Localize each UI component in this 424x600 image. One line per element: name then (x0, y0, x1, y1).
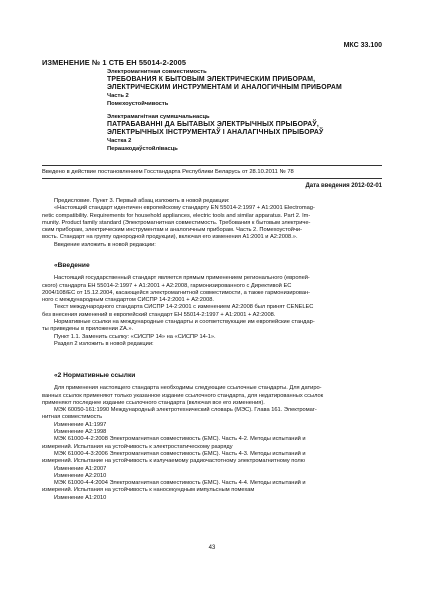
title-by-line-1: Электрамагнітная сумяшчальнасць (107, 114, 210, 120)
paragraph: измерений. Испытания на устойчивость к наносекундным импульсным помехам (42, 487, 255, 494)
paragraph: применяют последнее издание ссылочного стандарта (включая все его изменения). (42, 399, 265, 406)
paragraph: «Настоящий стандарт идентичен европейскому стандарту EN 55014-2:1997 + A1:2001 Electromag- (54, 205, 315, 212)
paragraph: ного с международным стандартом СИСПР 14-2:2001 + A2:2008. (42, 297, 214, 304)
paragraph: МЭК 60050-161:1990 Международный электротехнический словарь (МЭС). Глава 161. Электромаг- (54, 407, 317, 414)
paragraph: Текст международного стандарта СИСПР 14-2:2001 с изменением A2:2008 был принят CENELEC (54, 304, 314, 311)
paragraph: 2004/108/EC от 15.12.2004, касающейся электромагнитной совместимости, а также гармонизирован- (42, 289, 311, 296)
section-heading: «2 Нормативные ссылки (54, 372, 136, 379)
paragraph: Изменение A1:1997 (54, 421, 107, 428)
page-number: 43 (208, 545, 216, 551)
paragraph: netic compatibility. Requirements for household appliances, electric tools and similar apparatus. Part 2. Im- (42, 212, 311, 219)
normative-references-section (42, 372, 382, 502)
change-title: ИЗМЕНЕНИЕ № 1 СТБ ЕН 55014-2-2005 (42, 58, 187, 67)
title-block-ru (107, 68, 342, 108)
paragraph: Для применения настоящего стандарта необходимы следующие ссылочные стандарты. Для датиро- (54, 385, 322, 392)
preface-section (42, 198, 382, 249)
divider-top (42, 165, 382, 166)
paragraph: Предисловие. Пункт 3. Первый абзац изложить в новой редакции: (54, 198, 230, 204)
paragraph: измерений. Испытание на устойчивость к излучаемому радиочастотному электромагнитному полю (42, 458, 305, 465)
section-heading: «Введение (54, 262, 90, 269)
paragraph: ванных ссылок применяют только указанное издание ссылочного стандарта, для недатированных ссылок (42, 392, 324, 399)
paragraph: измерений. Испытания на устойчивость к электростатическому разряду (42, 443, 233, 450)
title-by-line-3: ЭЛЕКТРЫЧНЫХ ІНСТРУМЕНТАЎ І АНАЛАГІЧНЫХ ПРЫБОРАЎ (107, 129, 324, 136)
title-ru-line-4: Часть 2 (107, 93, 129, 99)
paragraph: Изменение A1:2010 (54, 494, 107, 501)
paragraph: МЭК 61000-4-2:2008 Электромагнитная совместимость (ЕМС). Часть 4-2. Методы испытаний и (54, 436, 306, 443)
paragraph: вость. Стандарт на группу однородной продукции), включая его изменения A1:2001 и A2:2008.». (42, 234, 298, 241)
title-by-line-5: Перашкодаўстойлівасць (107, 146, 178, 152)
effective-date: Дата введения 2012-02-01 (305, 183, 382, 189)
introduction-section (42, 262, 382, 348)
paragraph: МЭК 61000-4-3:2006 Электромагнитная совместимость (ЕМС). Часть 4-3. Методы испытаний и (54, 450, 306, 457)
paragraph: Пункт 1.1. Заменить ссылку: «СИСПР 14» на «СИСПР 14-1». (54, 333, 216, 340)
title-by-line-4: Частка 2 (107, 138, 132, 144)
paragraph: ским приборам, электрическим инструментам и аналогичным приборам. Часть 2. Помехоустойчи- (42, 227, 302, 234)
paragraph: МЭК 61000-4-4:2004 Электромагнитная совместимость (ЕМС). Часть 4-4. Методы испытаний и (54, 480, 306, 487)
paragraph: Раздел 2 изложить в новой редакции: (54, 340, 154, 347)
paragraph: ского) стандарта ЕН 55014-2:1997 + A1:2001 + A2:2008, гармонизированного с Директивой ЕС (42, 282, 292, 289)
paragraph: без внесения изменений в европейский стандарт ЕН 55014-2:1997 + A1:2001 + A2:2008. (42, 311, 276, 318)
title-ru-line-1: Электромагнитная совместимость (107, 69, 207, 75)
paragraph: нитная совместимость (42, 414, 103, 421)
title-ru-line-3: ЭЛЕКТРИЧЕСКИМ ИНСТРУМЕНТАМ И АНАЛОГИЧНЫМ ПРИБОРАМ (107, 84, 342, 91)
divider-bottom (42, 178, 382, 179)
paragraph: Изменение A1:2007 (54, 465, 107, 472)
paragraph: munity. Product family standard (Электромагнитная совместимость. Требования к бытовым электриче- (42, 219, 311, 226)
paragraph: Нормативные ссылки на международные стандарты и соответствующие им европейские стандар- (54, 319, 315, 326)
paragraph: Изменение A2:1998 (54, 429, 107, 436)
paragraph: Введение изложить в новой редакции: (54, 241, 156, 248)
title-ru-line-5: Помехоустойчивость (107, 101, 169, 107)
paragraph: ты приведены в приложении ZA.». (42, 326, 134, 333)
paragraph: Изменение A2:2010 (54, 472, 107, 479)
title-ru-line-2: ТРЕБОВАНИЯ К БЫТОВЫМ ЭЛЕКТРИЧЕСКИМ ПРИБОРАМ, (107, 76, 316, 83)
intro-text: Введено в действие постановлением Госстандарта Республики Беларусь от 28.10.2011 № 78 (42, 169, 294, 175)
mks-code: МКС 33.100 (343, 42, 382, 49)
title-by-line-2: ПАТРАБАВАННІ ДА БЫТАВЫХ ЭЛЕКТРЫЧНЫХ ПРЫБОРАЎ, (107, 121, 319, 128)
title-block-by (107, 113, 324, 153)
paragraph: Настоящий государственный стандарт является прямым применением регионального (европей- (54, 275, 310, 282)
